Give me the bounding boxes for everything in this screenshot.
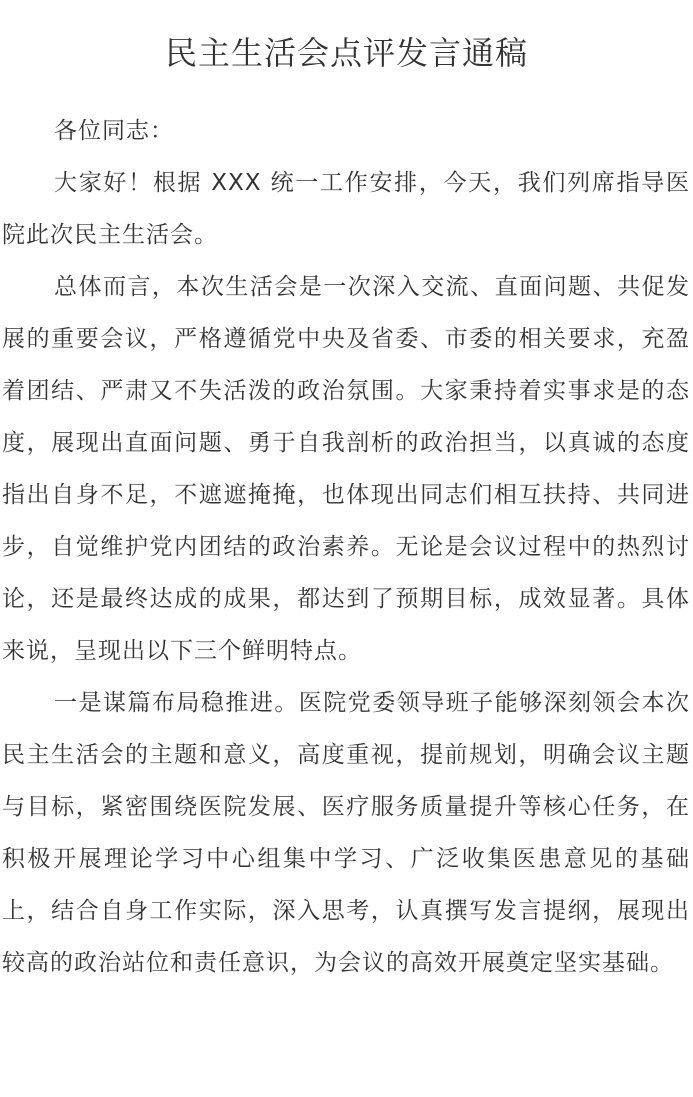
document-body [2, 105, 690, 989]
paragraph-summary: 总体而言，本次生活会是一次深入交流、直面问题、共促发展的重要会议，严格遵循党中央及省委、市委的相关要求，充盈着团结、严肃又不失活泼的政治氛围。大家秉持着实事求是的态度，展现出直面问题、勇于自我剖析的政治担当，以真诚的态度指出自身不足，不遮遮掩掩，也体现出同志们相互扶持、共同进步，自觉维护党内团结的政治素养。无论是会议过程中的热烈讨论，还是最终达成的成果，都达到了预期目标，成效显著。具体来说，呈现出以下三个鲜明特点。 [2, 274, 690, 664]
paragraph-point-one: 一是谋篇布局稳推进。医院党委领导班子能够深刻领会本次民主生活会的主题和意义，高度重视，提前规划，明确会议主题与目标，紧密围绕医院发展、医疗服务质量提升等核心任务，在积极开展理论学习中心组集中学习、广泛收集医患意见的基础上，结合自身工作实际，深入思考，认真撰写发言提纲，展现出较高的政治站位和责任意识，为会议的高效开展奠定坚实基础。 [2, 690, 690, 976]
greeting: 各位同志： [54, 118, 174, 144]
paragraph-intro: 大家好！根据 XXX 统一工作安排，今天，我们列席指导医院此次民主生活会。 [2, 170, 690, 248]
document-title: 民主生活会点评发言通稿 [164, 34, 528, 72]
